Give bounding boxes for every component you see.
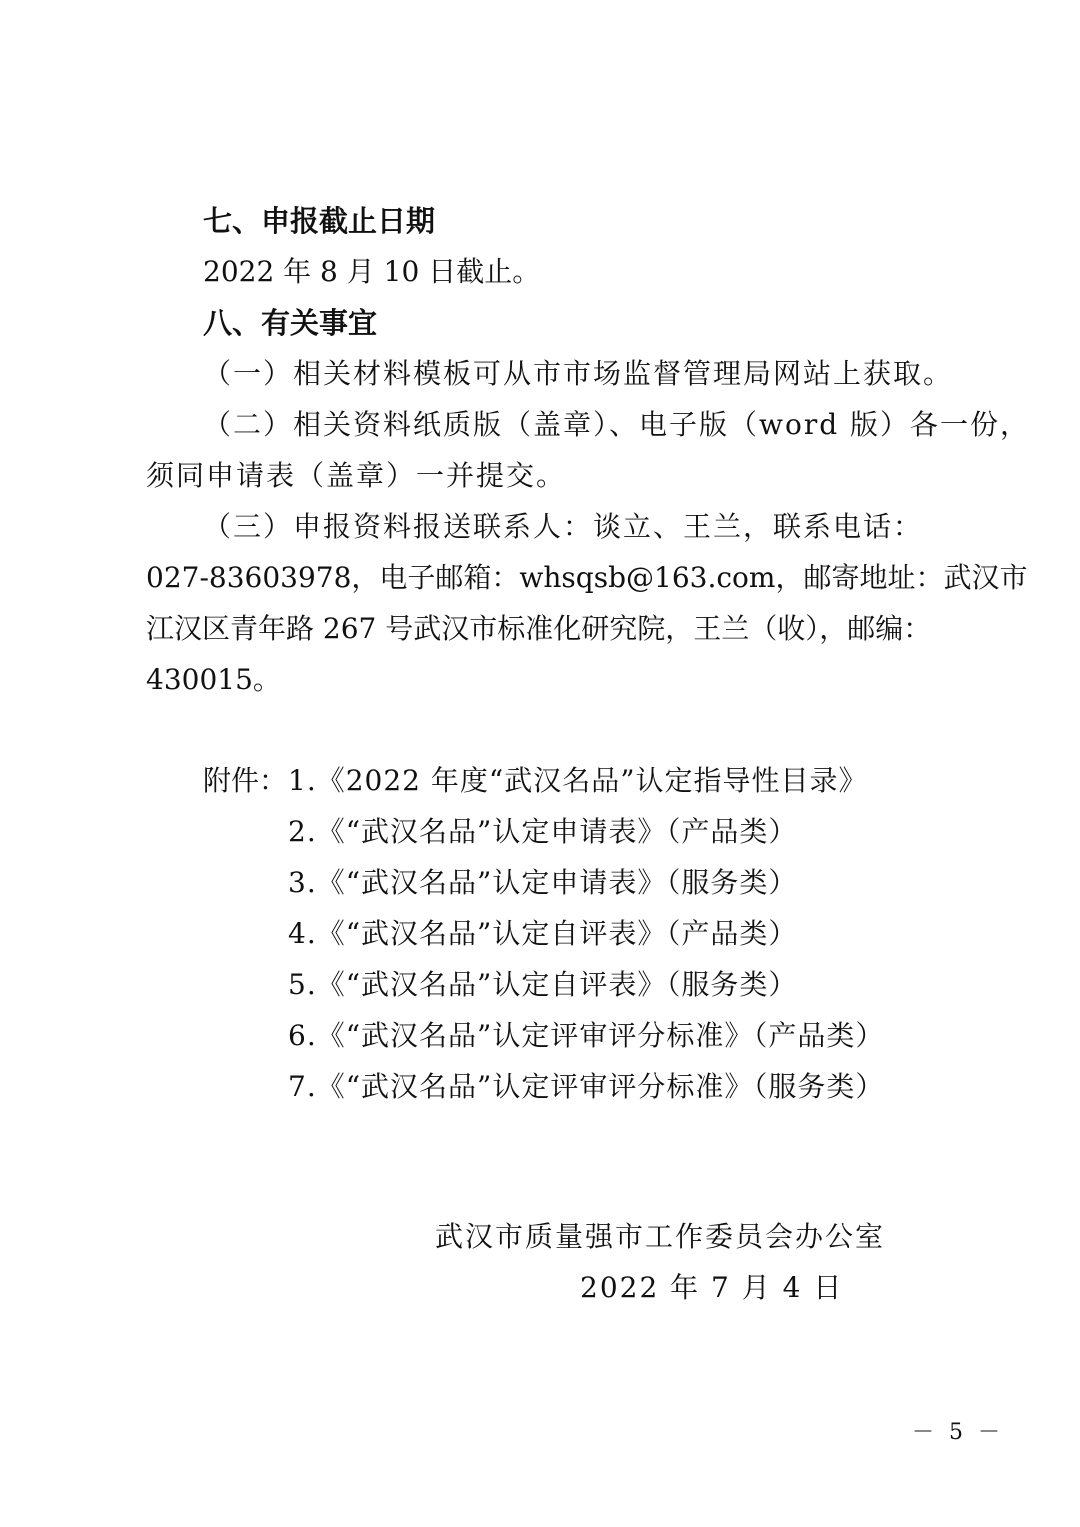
attachments-label: 附件： <box>203 764 288 797</box>
section-heading-deadline: 七、申报截止日期 <box>203 204 436 238</box>
attachment-item: 4.《“武汉名品”认定自评表》（产品类） <box>288 917 798 950</box>
matters-item-3-line-3: 江汉区青年路 267 号武汉市标准化研究院，王兰（收），邮编： <box>146 612 932 645</box>
matters-item-2-line-2: 须同申请表（盖章）一并提交。 <box>146 459 567 492</box>
attachment-item: 5.《“武汉名品”认定自评表》（服务类） <box>288 968 798 1001</box>
deadline-text: 2022 年 8 月 10 日截止。 <box>203 255 541 288</box>
matters-item-1: （一）相关材料模板可从市市场监督管理局网站上获取。 <box>203 357 954 390</box>
matters-item-2-line-1: （二）相关资料纸质版（盖章）、电子版（word 版）各一份， <box>203 408 1031 441</box>
attachment-item: 2.《“武汉名品”认定申请表》（产品类） <box>288 815 798 848</box>
attachment-item: 6.《“武汉名品”认定评审评分标准》（产品类） <box>288 1019 885 1052</box>
signature-date: 2022 年 7 月 4 日 <box>580 1271 844 1304</box>
attachment-item: 3.《“武汉名品”认定申请表》（服务类） <box>288 866 798 899</box>
attachment-item: 7.《“武汉名品”认定评审评分标准》（服务类） <box>288 1070 885 1103</box>
matters-item-3-line-1: （三）申报资料报送联系人：谈立、王兰，联系电话： <box>203 510 924 543</box>
matters-item-3-line-4: 430015。 <box>146 663 281 696</box>
matters-item-3-line-2: 027-83603978，电子邮箱：whsqsb@163.com，邮寄地址：武汉市 <box>146 561 1028 594</box>
signature-organization: 武汉市质量强市工作委员会办公室 <box>435 1220 886 1253</box>
page-number: － 5 － <box>912 1420 1004 1445</box>
section-heading-matters: 八、有关事宜 <box>203 306 378 340</box>
attachment-item: 1.《2022 年度“武汉名品”认定指导性目录》 <box>288 764 868 797</box>
